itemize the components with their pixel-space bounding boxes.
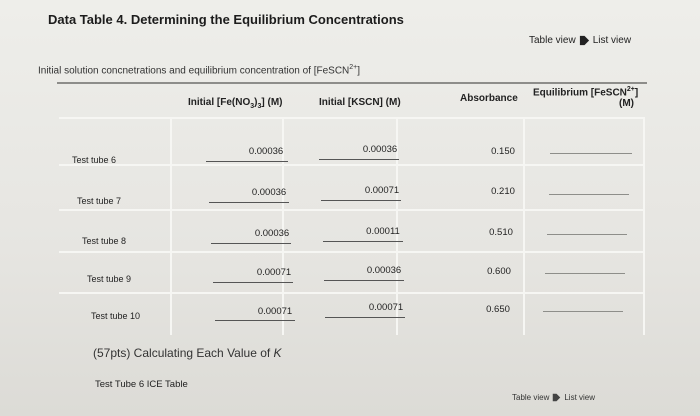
toggle-switch-icon[interactable] [579, 35, 590, 46]
row-label-test-tube-10: Test tube 10 [91, 311, 141, 321]
page-title: Data Table 4. Determining the Equilibrium Concentrations [48, 12, 404, 27]
header-equilibrium [533, 86, 638, 98]
header-absorbance: Absorbance [460, 93, 518, 104]
kscn-value: 0.00071 [368, 302, 404, 313]
grid-line [59, 117, 645, 119]
grid-line [59, 251, 645, 253]
section-heading [93, 346, 282, 360]
list-view-label[interactable]: List view [564, 393, 596, 402]
header-kscn: Initial [KSCN] (M) [319, 97, 401, 108]
header-eq-suffix: ] [634, 87, 639, 99]
toggle-switch-icon[interactable] [552, 393, 561, 402]
row-label-test-tube-9: Test tube 9 [87, 274, 132, 284]
view-toggle-bottom[interactable] [512, 393, 595, 402]
header-eq-prefix: Equilibrium [FeSCN [533, 87, 627, 99]
header-fe-mid: ) [254, 97, 258, 108]
kscn-input-underline [325, 317, 405, 318]
kscn-value: 0.00071 [364, 185, 400, 196]
grid-line [170, 117, 172, 335]
grid-line [643, 117, 645, 335]
caption-sup: 2+ [349, 64, 358, 71]
kscn-value: 0.00011 [366, 226, 400, 237]
grid-line [59, 292, 645, 294]
absorbance-value: 0.650 [486, 304, 510, 315]
row-label-test-tube-6: Test tube 6 [72, 155, 117, 165]
table-grid [57, 85, 647, 335]
header-fe-sub: 3 [250, 103, 255, 110]
fe-value: 0.00071 [257, 306, 293, 317]
absorbance-value: 0.150 [491, 146, 515, 157]
section-prefix: (57pts) Calculating Each Value of [93, 346, 274, 360]
table-caption [38, 64, 360, 76]
header-eq-sup: 2+ [626, 86, 635, 93]
eq-input-underline[interactable] [550, 153, 632, 154]
grid-line [59, 164, 645, 166]
fe-value: 0.00036 [248, 146, 284, 157]
list-view-label[interactable]: List view [592, 35, 632, 46]
data-table [57, 85, 647, 335]
kscn-input-underline [319, 159, 399, 160]
absorbance-value: 0.600 [487, 266, 511, 277]
fe-value: 0.00036 [251, 187, 287, 198]
eq-input-underline[interactable] [547, 234, 627, 235]
ice-table-heading: Test Tube 6 ICE Table [95, 379, 188, 390]
absorbance-value: 0.510 [489, 227, 513, 238]
kscn-input-underline [323, 241, 403, 242]
eq-input-underline[interactable] [549, 194, 629, 195]
caption-divider [57, 82, 647, 84]
header-equilibrium-unit: (M) [619, 98, 634, 109]
table-view-label[interactable]: Table view [512, 393, 550, 402]
fe-input-underline [206, 161, 288, 162]
header-fe-suffix: ] (M) [261, 97, 283, 108]
section-variable: K [273, 346, 282, 360]
eq-input-underline[interactable] [545, 273, 625, 274]
fe-input-underline [215, 320, 295, 321]
caption-prefix: Initial solution concnetrations and equilibrium concentration of [FeSCN [38, 65, 350, 77]
kscn-value: 0.00036 [366, 265, 402, 276]
fe-input-underline [209, 202, 289, 203]
row-label-test-tube-8: Test tube 8 [82, 236, 127, 246]
fe-value: 0.00071 [256, 267, 292, 278]
kscn-input-underline [321, 200, 401, 201]
fe-value: 0.00036 [254, 228, 290, 239]
kscn-input-underline [324, 280, 404, 281]
caption-suffix: ] [357, 65, 361, 77]
eq-input-underline[interactable] [543, 311, 623, 312]
row-label-test-tube-7: Test tube 7 [77, 196, 122, 206]
view-toggle[interactable] [529, 35, 631, 46]
header-fe-sub2: 3 [257, 103, 262, 110]
table-view-label[interactable]: Table view [529, 35, 576, 46]
fe-input-underline [211, 243, 291, 244]
header-fe [188, 97, 283, 110]
absorbance-value: 0.210 [491, 186, 515, 197]
grid-line [59, 209, 645, 211]
header-fe-prefix: Initial [Fe(NO [188, 97, 251, 108]
kscn-value: 0.00036 [362, 144, 398, 155]
fe-input-underline [213, 282, 293, 283]
